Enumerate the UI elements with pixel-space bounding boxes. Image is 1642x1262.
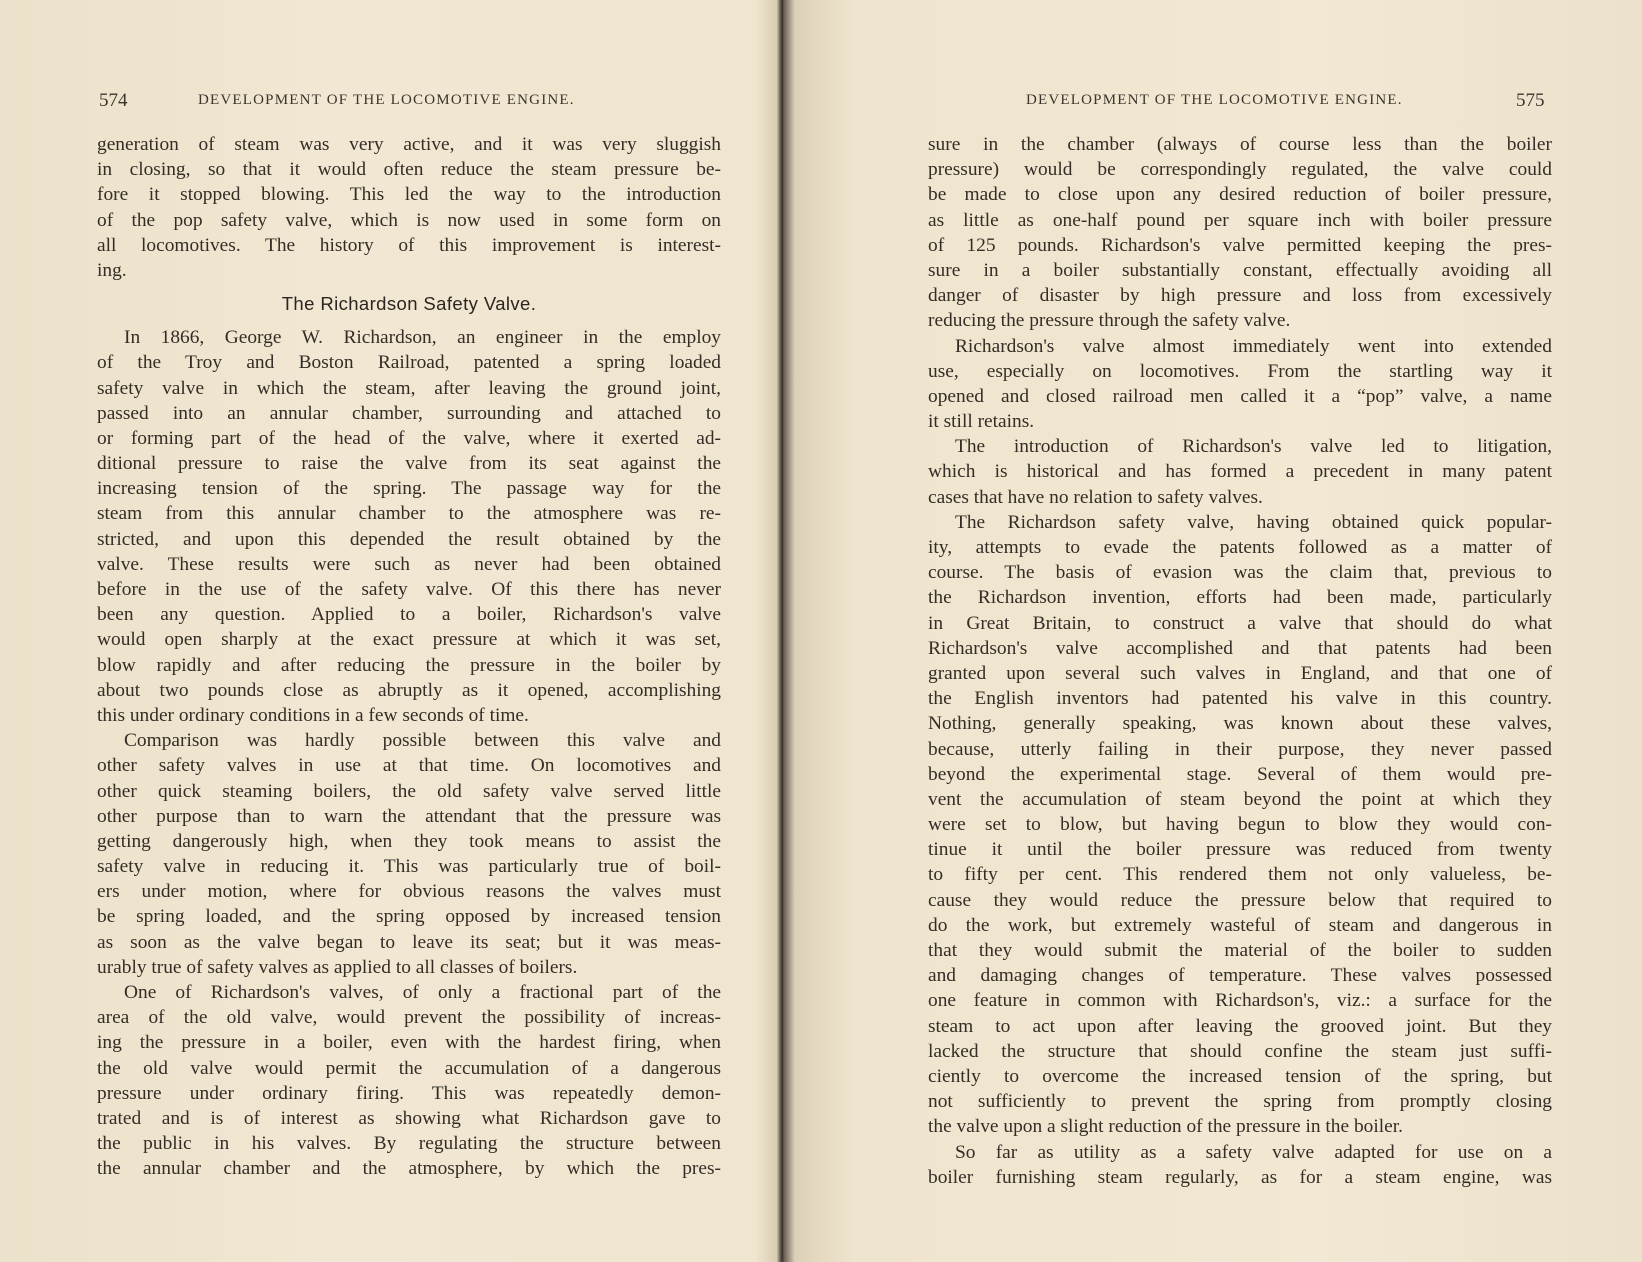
text-line: about two pounds close as abruptly as it opened, accomplishing xyxy=(97,679,721,701)
text-line: safety valve in reducing it. This was particularly true of boil- xyxy=(97,856,721,878)
text-line: as little as one-half pound per square inch with boiler pressure xyxy=(928,209,1552,231)
text-line: trated and is of interest as showing what Richardson gave to xyxy=(97,1107,721,1129)
text-line: this under ordinary conditions in a few seconds of time. xyxy=(97,704,529,726)
text-line: steam from this annular chamber to the atmosphere was re- xyxy=(97,503,721,525)
text-line: be made to close upon any desired reduction of boiler pressure, xyxy=(928,184,1552,206)
text-line: Richardson's valve almost immediately went into extended xyxy=(955,335,1552,357)
text-line: the valve upon a slight reduction of the pressure in the boiler. xyxy=(928,1116,1403,1138)
text-line: of the pop safety valve, which is now used in some form on xyxy=(97,209,721,231)
text-line: urably true of safety valves as applied to all classes of boilers. xyxy=(97,956,578,978)
text-line: granted upon several such valves in England, and that one of xyxy=(928,662,1552,684)
text-line: were set to blow, but having begun to blow they would con- xyxy=(928,814,1552,836)
text-line: Richardson's valve accomplished and that patents had been xyxy=(928,637,1552,659)
text-line: not sufficiently to prevent the spring from promptly closing xyxy=(928,1091,1552,1113)
text-line: all locomotives. The history of this improvement is interest- xyxy=(97,234,721,256)
text-line: been any question. Applied to a boiler, Richardson's valve xyxy=(97,604,721,626)
text-line: vent the accumulation of steam beyond the point at which they xyxy=(928,788,1552,810)
text-line: the Richardson invention, efforts had been made, particularly xyxy=(928,587,1552,609)
text-line: The Richardson safety valve, having obtained quick popular- xyxy=(955,511,1552,533)
text-line: the public in his valves. By regulating the structure between xyxy=(97,1133,721,1155)
text-line: passed into an annular chamber, surrounding and attached to xyxy=(97,402,721,424)
page-number: 575 xyxy=(1516,90,1545,111)
text-line: and damaging changes of temperature. These valves possessed xyxy=(928,965,1552,987)
text-line: beyond the experimental stage. Several of them would pre- xyxy=(928,763,1552,785)
text-line: other purpose than to warn the attendant that the pressure was xyxy=(97,805,721,827)
text-line: boiler furnishing steam regularly, as for a steam engine, was xyxy=(928,1166,1552,1188)
running-head: DEVELOPMENT OF THE LOCOMOTIVE ENGINE. xyxy=(198,92,575,108)
right-page xyxy=(826,0,1642,1262)
text-line: the English inventors had patented his valve in this country. xyxy=(928,688,1552,710)
text-line: fore it stopped blowing. This led the way to the introduction xyxy=(97,184,721,206)
text-line: of the Troy and Boston Railroad, patented a spring loaded xyxy=(97,352,721,374)
text-line: So far as utility as a safety valve adapted for use on a xyxy=(955,1141,1552,1163)
text-line: blow rapidly and after reducing the pressure in the boiler by xyxy=(97,654,721,676)
text-line: getting dangerously high, when they took means to assist the xyxy=(97,830,721,852)
text-line: cause they would reduce the pressure below that required to xyxy=(928,889,1552,911)
text-line: to fifty per cent. This rendered them not only valueless, be- xyxy=(928,864,1552,886)
text-line: because, utterly failing in their purpose, they never passed xyxy=(928,738,1552,760)
text-line: of 125 pounds. Richardson's valve permitted keeping the pres- xyxy=(928,234,1552,256)
text-line: The introduction of Richardson's valve led to litigation, xyxy=(955,436,1552,458)
text-line: safety valve in which the steam, after leaving the ground joint, xyxy=(97,377,721,399)
text-line: one feature in common with Richardson's, viz.: a surface for the xyxy=(928,990,1552,1012)
text-line: reducing the pressure through the safety valve. xyxy=(928,310,1291,332)
text-line: sure in the chamber (always of course less than the boiler xyxy=(928,134,1552,155)
text-line: in Great Britain, to construct a valve that should do what xyxy=(928,612,1552,634)
text-line: would open sharply at the exact pressure at which it was set, xyxy=(97,629,721,651)
text-line: area of the old valve, would prevent the possibility of increas- xyxy=(97,1007,721,1029)
text-line: or forming part of the head of the valve, where it exerted ad- xyxy=(97,427,721,449)
text-line: opened and closed railroad men called it a “pop” valve, a name xyxy=(928,385,1552,407)
text-line: stricted, and upon this depended the result obtained by the xyxy=(97,528,721,550)
text-line: that they would submit the material of the boiler to sudden xyxy=(928,940,1552,961)
running-head: DEVELOPMENT OF THE LOCOMOTIVE ENGINE. xyxy=(1026,92,1403,108)
text-line: other safety valves in use at that time. On locomotives and xyxy=(97,755,721,777)
text-line: ers under motion, where for obvious reasons the valves must xyxy=(97,881,721,903)
text-line: Nothing, generally speaking, was known about these valves, xyxy=(928,713,1552,735)
text-line: ciently to overcome the increased tension of the spring, but xyxy=(928,1065,1552,1087)
text-line: ditional pressure to raise the valve from its seat against the xyxy=(97,453,721,475)
text-line: before in the use of the safety valve. Of this there has never xyxy=(97,579,721,600)
text-line: be spring loaded, and the spring opposed by increased tension xyxy=(97,906,721,928)
text-line: In 1866, George W. Richardson, an engineer in the employ xyxy=(124,327,721,349)
text-line: it still retains. xyxy=(928,411,1035,433)
text-line: as soon as the valve began to leave its seat; but it was meas- xyxy=(97,931,721,953)
text-line: tinue it until the boiler pressure was reduced from twenty xyxy=(928,839,1552,861)
text-line: lacked the structure that should confine the steam just suffi- xyxy=(928,1040,1552,1062)
text-line: danger of disaster by high pressure and loss from excessively xyxy=(928,285,1552,307)
text-line: in closing, so that it would often reduce the steam pressure be- xyxy=(97,159,721,181)
text-line: valve. These results were such as never had been obtained xyxy=(97,553,721,575)
text-line: which is historical and has formed a precedent in many patent xyxy=(928,461,1552,483)
text-line: the old valve would permit the accumulation of a dangerous xyxy=(97,1057,721,1079)
text-line: cases that have no relation to safety valves. xyxy=(928,486,1263,508)
text-line: Comparison was hardly possible between this valve and xyxy=(124,730,721,752)
text-line: ing. xyxy=(97,259,127,281)
text-line: sure in a boiler substantially constant, effectually avoiding all xyxy=(928,259,1552,281)
text-line: ing the pressure in a boiler, even with the hardest firing, when xyxy=(97,1032,721,1054)
section-heading: The Richardson Safety Valve. xyxy=(281,293,537,315)
text-line: steam to act upon after leaving the grooved joint. But they xyxy=(928,1015,1552,1037)
text-line: One of Richardson's valves, of only a fractional part of the xyxy=(124,982,721,1003)
text-line: ity, attempts to evade the patents followed as a matter of xyxy=(928,537,1552,558)
text-line: pressure) would be correspondingly regulated, the valve could xyxy=(928,159,1552,181)
left-page xyxy=(0,0,816,1262)
text-line: pressure under ordinary firing. This was repeatedly demon- xyxy=(97,1082,721,1104)
text-line: do the work, but extremely wasteful of steam and dangerous in xyxy=(928,914,1552,936)
text-line: other quick steaming boilers, the old safety valve served little xyxy=(97,780,721,802)
text-line: the annular chamber and the atmosphere, by which the pres- xyxy=(97,1158,721,1180)
text-line: course. The basis of evasion was the claim that, previous to xyxy=(928,562,1552,584)
right-body-text xyxy=(928,132,1552,1190)
text-line: use, especially on locomotives. From the startling way it xyxy=(928,360,1552,382)
text-line: increasing tension of the spring. The passage way for the xyxy=(97,478,721,500)
page-number: 574 xyxy=(99,90,128,111)
left-body-text xyxy=(97,132,721,1182)
text-line: generation of steam was very active, and it was very sluggish xyxy=(97,134,721,155)
